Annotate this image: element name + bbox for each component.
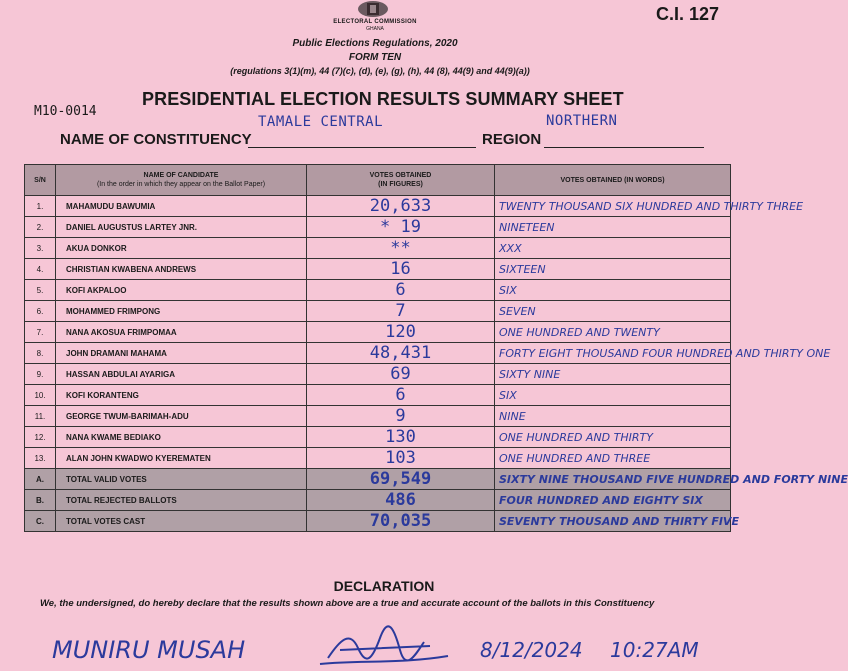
row-candidate: KOFI KORANTENG: [56, 385, 307, 406]
declaration-heading: DECLARATION: [333, 578, 435, 594]
row-candidate: NANA KWAME BEDIAKO: [56, 427, 307, 448]
row-sn: 8.: [25, 343, 56, 364]
row-candidate: DANIEL AUGUSTUS LARTEY JNR.: [56, 217, 307, 238]
form-name: FORM TEN: [348, 52, 402, 63]
row-words: SIXTEEN: [495, 259, 731, 280]
total-words: SEVENTY THOUSAND AND THIRTY FIVE: [495, 511, 731, 532]
declaration-text: We, the undersigned, do hereby declare that the results shown above are a true and accurate account of the ballots in this Constituency: [40, 598, 655, 609]
declaration-time: 10:27AM: [610, 638, 699, 662]
signatory-name: MUNIRU MUSAH: [52, 636, 246, 664]
table-row: [25, 238, 731, 259]
row-figures: 9: [307, 406, 495, 427]
total-words: SIXTY NINE THOUSAND FIVE HUNDRED AND FORTY NINE: [495, 469, 731, 490]
document-title: PRESIDENTIAL ELECTION RESULTS SUMMARY SHEET: [142, 89, 624, 109]
row-figures: 16: [307, 259, 495, 280]
row-words: ONE HUNDRED AND THREE: [495, 448, 731, 469]
commission-name: ELECTORAL COMMISSION: [333, 19, 417, 25]
header-candidate-sub: (In the order in which they appear on the Ballot Paper): [96, 181, 266, 188]
signature-icon: [320, 620, 450, 670]
row-candidate: CHRISTIAN KWABENA ANDREWS: [56, 259, 307, 280]
row-sn: 4.: [25, 259, 56, 280]
row-figures: **: [307, 238, 495, 259]
results-table: [24, 164, 848, 532]
total-sn: B.: [25, 490, 56, 511]
header-figures-sub: (IN FIGURES): [378, 181, 423, 188]
table-row: [25, 364, 731, 385]
row-words: SEVEN: [495, 301, 731, 322]
row-words: NINE: [495, 406, 731, 427]
header-figures-label: VOTES OBTAINED: [369, 172, 432, 179]
header-words: VOTES OBTAINED (IN WORDS): [495, 165, 731, 196]
country-name: GHANA: [366, 26, 384, 32]
row-figures: 7: [307, 301, 495, 322]
row-words: FORTY EIGHT THOUSAND FOUR HUNDRED AND THIRTY ONE: [495, 343, 731, 364]
row-words: ONE HUNDRED AND TWENTY: [495, 322, 731, 343]
row-figures: 20,633: [307, 196, 495, 217]
header-sn: S/N: [25, 165, 56, 196]
row-candidate: NANA AKOSUA FRIMPOMAA: [56, 322, 307, 343]
row-candidate: HASSAN ABDULAI AYARIGA: [56, 364, 307, 385]
table-row: [25, 196, 731, 217]
total-words: FOUR HUNDRED AND EIGHTY SIX: [495, 490, 731, 511]
total-figures: 486: [307, 490, 495, 511]
total-label: TOTAL VOTES CAST: [56, 511, 307, 532]
region-value: NORTHERN: [546, 113, 618, 129]
row-sn: 13.: [25, 448, 56, 469]
total-figures: 69,549: [307, 469, 495, 490]
row-words: SIX: [495, 280, 731, 301]
table-row: [25, 217, 731, 238]
table-row: [25, 385, 731, 406]
row-figures: 130: [307, 427, 495, 448]
row-figures: 6: [307, 385, 495, 406]
total-row: [25, 490, 731, 511]
header-figures: [307, 165, 495, 196]
row-sn: 12.: [25, 427, 56, 448]
row-words: XXX: [495, 238, 731, 259]
constituency-label: NAME OF CONSTITUENCY: [60, 131, 252, 148]
row-figures: 6: [307, 280, 495, 301]
table-row: [25, 259, 731, 280]
row-sn: 3.: [25, 238, 56, 259]
header-candidate-label: NAME OF CANDIDATE: [143, 172, 219, 179]
row-sn: 6.: [25, 301, 56, 322]
row-words: SIX: [495, 385, 731, 406]
row-sn: 11.: [25, 406, 56, 427]
table-row: [25, 343, 731, 364]
table-row: [25, 427, 731, 448]
table-row: [25, 280, 731, 301]
row-sn: 10.: [25, 385, 56, 406]
form-code: M10-0014: [34, 104, 97, 119]
table-row: [25, 322, 731, 343]
row-words: ONE HUNDRED AND THIRTY: [495, 427, 731, 448]
regulations-reference: (regulations 3(1)(m), 44 (7)(c), (d), (e), (g), (h), 44 (8), 44(9) and 44(9)(a)): [230, 66, 530, 76]
regulations-title: Public Elections Regulations, 2020: [292, 38, 458, 49]
region-underline: [544, 147, 704, 148]
row-candidate: JOHN DRAMANI MAHAMA: [56, 343, 307, 364]
header-candidate: [56, 165, 307, 196]
table-row: [25, 448, 731, 469]
total-figures: 70,035: [307, 511, 495, 532]
row-words: SIXTY NINE: [495, 364, 731, 385]
row-figures: 48,431: [307, 343, 495, 364]
row-sn: 2.: [25, 217, 56, 238]
constituency-value: TAMALE CENTRAL: [258, 114, 384, 130]
row-candidate: ALAN JOHN KWADWO KYEREMATEN: [56, 448, 307, 469]
total-label: TOTAL REJECTED BALLOTS: [56, 490, 307, 511]
table-header-row: [25, 165, 731, 196]
row-sn: 9.: [25, 364, 56, 385]
row-sn: 5.: [25, 280, 56, 301]
coat-of-arms-icon: [356, 0, 390, 18]
row-words: TWENTY THOUSAND SIX HUNDRED AND THIRTY THREE: [495, 196, 731, 217]
row-sn: 1.: [25, 196, 56, 217]
row-figures: * 19: [307, 217, 495, 238]
total-sn: A.: [25, 469, 56, 490]
row-figures: 69: [307, 364, 495, 385]
ci-number: C.I. 127: [656, 4, 720, 24]
row-words: NINETEEN: [495, 217, 731, 238]
row-candidate: MAHAMUDU BAWUMIA: [56, 196, 307, 217]
declaration-date: 8/12/2024: [480, 638, 583, 662]
total-row: [25, 469, 731, 490]
row-candidate: MOHAMMED FRIMPONG: [56, 301, 307, 322]
row-figures: 120: [307, 322, 495, 343]
table-row: [25, 301, 731, 322]
total-row: [25, 511, 731, 532]
row-candidate: AKUA DONKOR: [56, 238, 307, 259]
row-candidate: KOFI AKPALOO: [56, 280, 307, 301]
row-figures: 103: [307, 448, 495, 469]
total-sn: C.: [25, 511, 56, 532]
row-sn: 7.: [25, 322, 56, 343]
table-row: [25, 406, 731, 427]
row-candidate: GEORGE TWUM-BARIMAH-ADU: [56, 406, 307, 427]
region-label: REGION: [482, 131, 542, 148]
constituency-underline: [248, 147, 476, 148]
total-label: TOTAL VALID VOTES: [56, 469, 307, 490]
